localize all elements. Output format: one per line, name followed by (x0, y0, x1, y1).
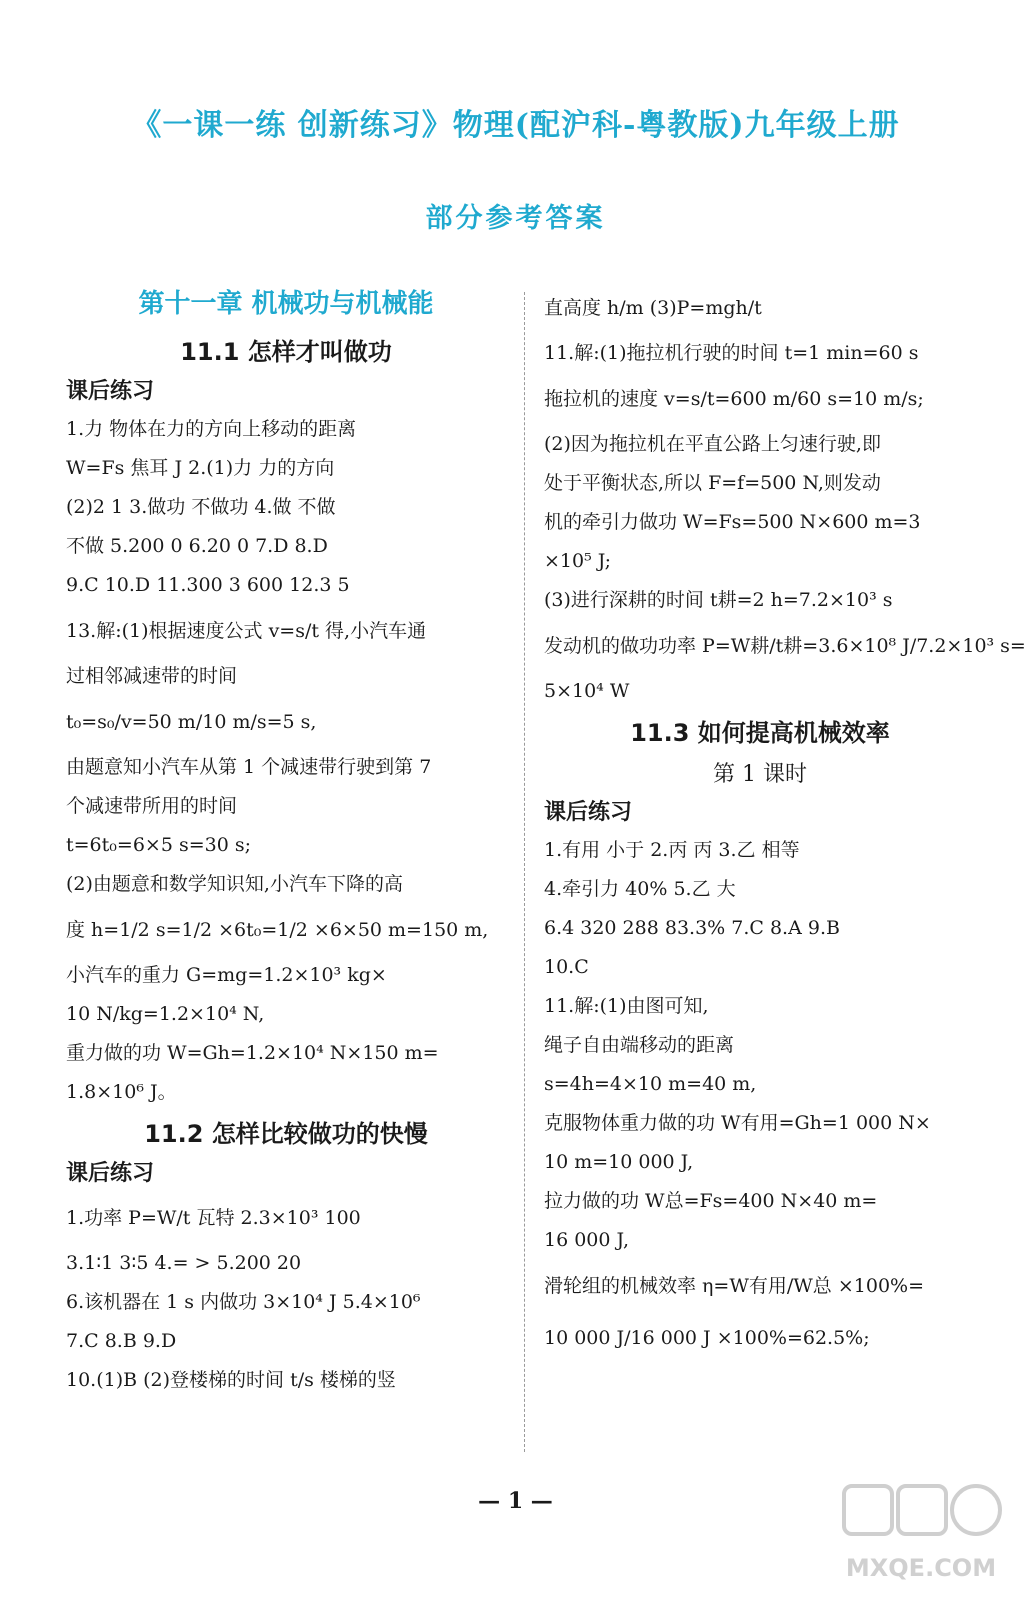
section-heading: 11.3 如何提高机械效率 (630, 719, 890, 747)
answer-line: 10.(1)B (2)登楼梯的时间 t/s 楼梯的竖 (66, 1369, 396, 1391)
answer-line: 直高度 h/m (3)P=mgh/t (544, 297, 762, 319)
column-divider (524, 292, 525, 1452)
answer-line: 6.4 320 288 83.3% 7.C 8.A 9.B (544, 917, 840, 939)
answer-line: 不做 5.200 0 6.20 0 7.D 8.D (66, 535, 328, 557)
answer-line: 10 m=10 000 J, (544, 1151, 694, 1173)
answer-line: 度 h=1/2 s=1/2 ×6t₀=1/2 ×6×50 m=150 m, (66, 919, 489, 941)
answer-line: 10 N/kg=1.2×10⁴ N, (66, 1003, 265, 1025)
answer-line: 13.解:(1)根据速度公式 v=s/t 得,小汽车通 (66, 620, 427, 642)
answer-line: 11.解:(1)拖拉机行驶的时间 t=1 min=60 s (544, 342, 919, 364)
section-heading: 11.1 怎样才叫做功 (180, 338, 392, 366)
answer-line: (3)进行深耕的时间 t耕=2 h=7.2×10³ s (544, 589, 893, 611)
answer-line: (2)因为拖拉机在平直公路上匀速行驶,即 (544, 433, 881, 455)
answer-line: 处于平衡状态,所以 F=f=500 N,则发动 (544, 472, 881, 494)
exercise-heading: 课后练习 (66, 379, 155, 404)
answer-line: 1.功率 P=W/t 瓦特 2.3×10³ 100 (66, 1207, 361, 1229)
answer-line: 过相邻减速带的时间 (66, 665, 238, 687)
answer-line: t₀=s₀/v=50 m/10 m/s=5 s, (66, 711, 317, 733)
answer-line: 拖拉机的速度 v=s/t=600 m/60 s=10 m/s; (544, 388, 924, 410)
watermark-logo (836, 1478, 1006, 1588)
answer-line: 6.该机器在 1 s 内做功 3×10⁴ J 5.4×10⁶ (66, 1291, 421, 1313)
answer-line: 10.C (544, 956, 589, 978)
answer-line: 16 000 J, (544, 1229, 630, 1251)
lesson-heading: 第 1 课时 (713, 762, 807, 787)
answer-line: 4.牵引力 40% 5.乙 大 (544, 878, 736, 900)
answer-line: 滑轮组的机械效率 η=W有用/W总 ×100%= (544, 1275, 925, 1297)
right-column (544, 282, 1026, 1364)
answer-line: ×10⁵ J; (544, 550, 612, 572)
answer-line: 由题意知小汽车从第 1 个减速带行驶到第 7 (66, 756, 432, 778)
answer-line: 7.C 8.B 9.D (66, 1330, 177, 1352)
answer-line: 小汽车的重力 G=mg=1.2×10³ kg× (66, 964, 387, 986)
answer-line: 5×10⁴ W (544, 680, 630, 702)
left-column (66, 282, 506, 1400)
answer-line: 9.C 10.D 11.300 3 600 12.3 5 (66, 574, 350, 596)
answer-line: 克服物体重力做的功 W有用=Gh=1 000 N× (544, 1112, 931, 1134)
answer-line: s=4h=4×10 m=40 m, (544, 1073, 757, 1095)
answer-line: 机的牵引力做功 W=Fs=500 N×600 m=3 (544, 511, 921, 533)
exercise-heading: 课后练习 (544, 800, 633, 825)
answer-line: 3.1∶1 3∶5 4.= > 5.200 20 (66, 1252, 302, 1274)
answer-line: 10 000 J/16 000 J ×100%=62.5%; (544, 1327, 870, 1349)
page-title: 《一课一练 创新练习》物理(配沪科-粤教版)九年级上册 (131, 108, 900, 143)
answer-line: 1.力 物体在力的方向上移动的距离 (66, 418, 357, 440)
answer-line: 重力做的功 W=Gh=1.2×10⁴ N×150 m= (66, 1042, 439, 1064)
exercise-heading: 课后练习 (66, 1161, 155, 1186)
answer-line: 发动机的做功功率 P=W耕/t耕=3.6×10⁸ J/7.2×10³ s= (544, 635, 1026, 657)
chapter-heading: 第十一章 机械功与机械能 (138, 289, 434, 319)
page-number: — 1 — (478, 1488, 553, 1514)
answer-line: t=6t₀=6×5 s=30 s; (66, 834, 251, 856)
watermark-text: MXQE.COM (845, 1554, 997, 1582)
section-heading: 11.2 怎样比较做功的快慢 (144, 1120, 428, 1148)
page-subtitle: 部分参考答案 (425, 203, 606, 234)
answer-line: 11.解:(1)由图可知, (544, 995, 709, 1017)
answer-line: (2)2 1 3.做功 不做功 4.做 不做 (66, 496, 336, 518)
answer-line: 绳子自由端移动的距离 (544, 1034, 735, 1056)
answer-line: 1.有用 小于 2.丙 丙 3.乙 相等 (544, 839, 800, 861)
answer-line: 1.8×10⁶ J。 (66, 1081, 177, 1103)
answer-line: 拉力做的功 W总=Fs=400 N×40 m= (544, 1190, 878, 1212)
answer-line: 个减速带所用的时间 (66, 795, 238, 817)
answer-line: W=Fs 焦耳 J 2.(1)力 力的方向 (66, 457, 335, 479)
answer-line: (2)由题意和数学知识知,小汽车下降的高 (66, 873, 403, 895)
